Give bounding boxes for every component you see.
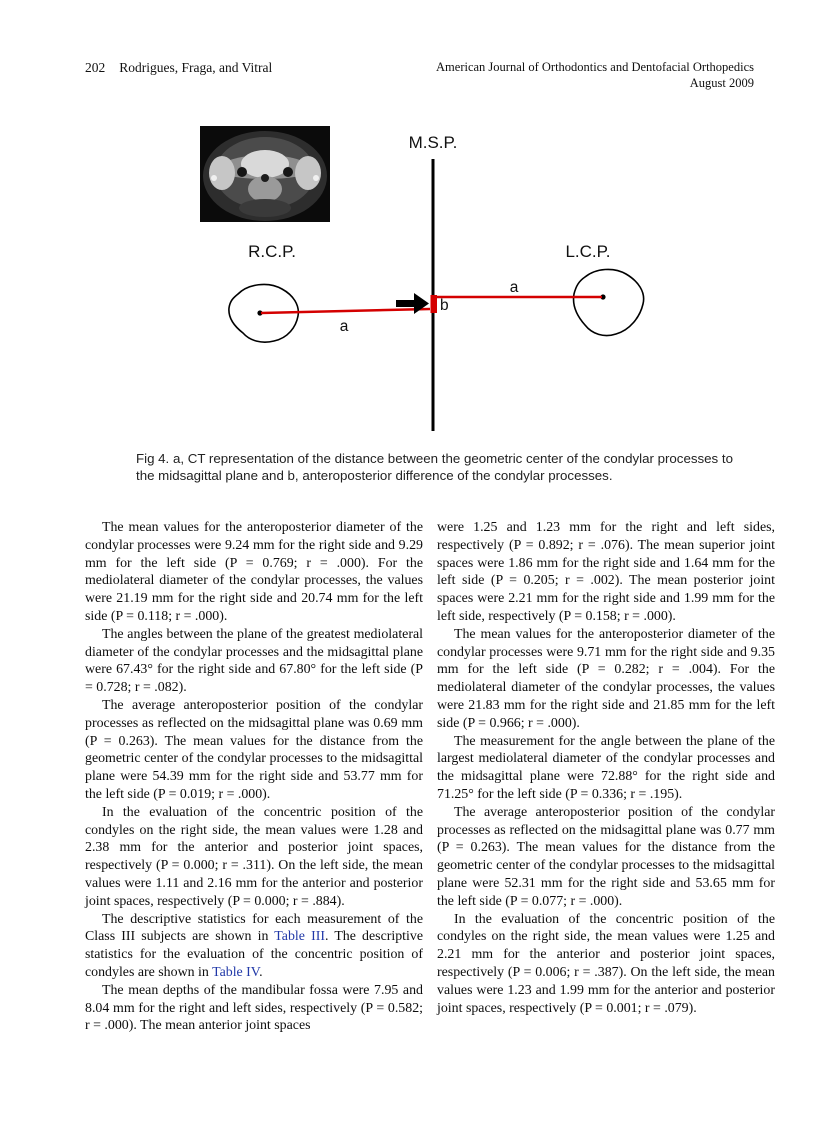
- text-segment: were 1.25 and 1.23 mm for the right and left sides, respectively (P = 0.892; r = .076). The mean superior joint spaces were 1.86 mm for the right side and 1.64 mm for the left side (P = 0.205; r = .002). The mean posterior joint spaces were 2.21 mm for the right side and 1.99 mm for the left side, respectively (P = 0.158; r = .000).: [437, 520, 775, 624]
- b-label: b: [440, 297, 449, 314]
- text-segment: .: [259, 964, 263, 980]
- text-segment: The mean values for the anteroposterior diameter of the condylar processes were 9.71 mm for the right side and 9.35 mm for the left side (P = 0.282; r = .004). For the mediolateral diameter of the condylar processes, the values were 21.83 mm for the right side and 21.85 mm for the left side (P = 0.966; r = .000).: [437, 626, 775, 731]
- text-segment: In the evaluation of the concentric position of the condyles on the right side, the mean values were 1.28 and 2.38 mm for the anterior and posterior joint spaces, respectively (P = 0.000; r = .311). On the left side, the mean values were 1.11 and 2.16 mm for the anterior and posterior joint spaces, respectively (P = 0.000; r = .884).: [85, 804, 423, 909]
- figure-caption: Fig 4. a, CT representation of the distance between the geometric center of the condylar processes to the midsagittal plane and b, anteroposterior difference of the condylar processes.: [136, 451, 733, 483]
- paragraph: [437, 626, 775, 733]
- paragraph: [85, 519, 423, 626]
- paragraph: [85, 804, 423, 911]
- distance-line-left: [261, 309, 430, 313]
- a-left-label: a: [339, 318, 349, 335]
- paragraph: [85, 697, 423, 804]
- right-condyle-center-dot: [257, 310, 262, 315]
- arrow-icon: [396, 293, 429, 314]
- text-segment: The mean depths of the mandibular fossa were 7.95 and 8.04 mm for the right and left sides, respectively (P = 0.582; r = .000). The mean anterior joint spaces: [85, 982, 423, 1034]
- text-segment: The descriptive statistics for each measurement of the Class III subjects are shown in: [85, 911, 423, 945]
- text-segment: The mean values for the anteroposterior diameter of the condylar processes were 9.24 mm for the right side and 9.29 mm for the left side (P = 0.769; r = .000). For the mediolateral diameter of the condylar processes, the values were 21.19 mm for the right side and 20.74 mm for the left side (P = 0.118; r = .000).: [85, 520, 423, 624]
- left-column: [85, 519, 423, 1035]
- issue-date: August 2009: [689, 75, 754, 90]
- text-segment: In the evaluation of the concentric position of the condyles on the right side, the mean values were 1.25 and 2.21 mm for the anterior and posterior joint spaces, respectively (P = 0.006; r = .387). On the left side, the mean values were 1.23 and 1.99 mm for the anterior and posterior joint spaces, respectively (P = 0.001; r = .079).: [437, 911, 775, 1016]
- journal-name: American Journal of Orthodontics and Dentofacial Orthopedics: [436, 60, 754, 74]
- article-body: [85, 519, 775, 1035]
- page-number: 202: [85, 60, 106, 75]
- left-condyle-outline: [574, 269, 644, 335]
- paragraph: [437, 733, 775, 804]
- page-header: [85, 60, 754, 91]
- text-segment: The average anteroposterior position of the condylar processes as reflected on the midsagittal plane was 0.69 mm (P = 0.263). The mean values for the distance from the geometric center of the condylar processes to the midsagittal plane were 54.39 mm for the right side and 53.77 mm for the left side (P = 0.019; r = .000).: [85, 697, 423, 802]
- difference-segment-b: [431, 295, 438, 313]
- table-iv-link[interactable]: Table IV: [212, 964, 260, 980]
- ct-image: [200, 126, 330, 222]
- paragraph: [85, 626, 423, 697]
- text-segment: The measurement for the angle between the plane of the largest mediolateral diameter of the condylar processes and the midsagittal plane were 72.88° for the right side and 71.25° for the left side (P = 0.336; r = .195).: [437, 733, 775, 802]
- right-condyle-outline: [229, 284, 298, 342]
- text-segment: The average anteroposterior position of the condylar processes as reflected on the midsagittal plane was 0.77 mm (P = 0.263). The mean values for the distance from the geometric center of the condylar processes to the midsagittal plane were 52.31 mm for the right side and 53.65 mm for the left side (P = 0.077; r = .000).: [437, 804, 775, 909]
- msp-label: M.S.P.: [408, 133, 458, 152]
- running-head-right: [436, 60, 754, 91]
- left-condyle-center-dot: [600, 294, 605, 299]
- lcp-label: L.C.P.: [565, 242, 611, 261]
- paragraph: [437, 519, 775, 626]
- paragraph: [437, 911, 775, 1018]
- running-authors: Rodrigues, Fraga, and Vitral: [119, 60, 273, 75]
- running-head-left: [85, 60, 272, 76]
- paragraph: [85, 911, 423, 982]
- text-segment: . The descriptive statistics for the evaluation of the concentric position of condyles are shown in: [85, 929, 423, 980]
- rcp-label: R.C.P.: [248, 242, 296, 261]
- paragraph: [85, 982, 423, 1035]
- right-column: [437, 519, 775, 1035]
- text-segment: The angles between the plane of the greatest mediolateral diameter of the condylar processes and the midsagittal plane were 67.43° for the right side and 67.80° for the left side (P = 0.728; r = .082).: [85, 626, 423, 696]
- table-iii-link[interactable]: Table III: [274, 929, 325, 945]
- a-right-label: a: [509, 279, 519, 296]
- paragraph: [437, 804, 775, 911]
